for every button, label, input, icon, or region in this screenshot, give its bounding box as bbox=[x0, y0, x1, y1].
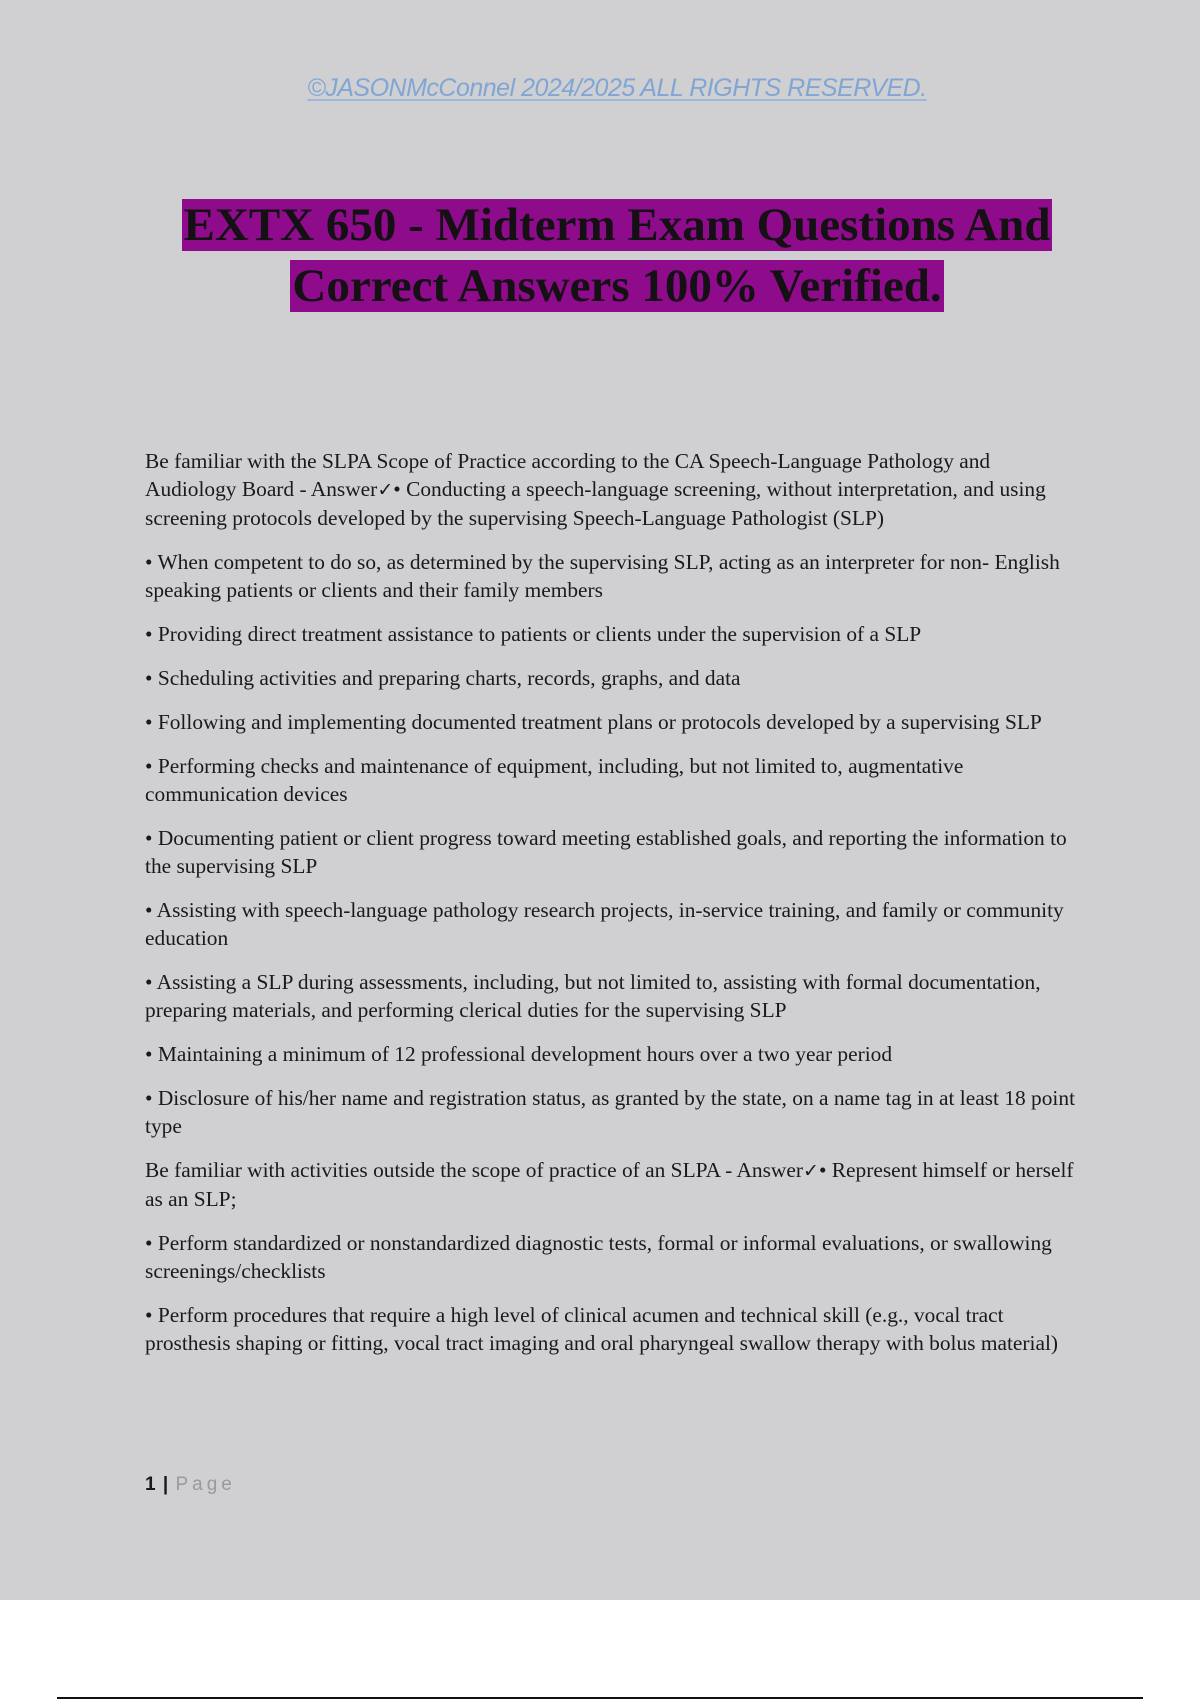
answer-bullet: • Providing direct treatment assistance to patients or clients under the supervision of a SLP bbox=[145, 622, 922, 646]
title-line-2: Correct Answers 100% Verified. bbox=[292, 260, 942, 312]
answer-bullet: • Perform procedures that require a high level of clinical acumen and technical skill (e.g., vocal tract prosthesis shaping or fitting, vocal tract imaging and oral pharyngeal swallow therapy with bolus material) bbox=[145, 1303, 1059, 1355]
answer-bullet: • Disclosure of his/her name and registration status, as granted by the state, on a name tag in at least 18 point type bbox=[145, 1086, 1076, 1138]
page-footer bbox=[145, 1474, 236, 1496]
question-text: Be familiar with activities outside the scope of practice of an SLPA - Answer bbox=[145, 1158, 804, 1182]
answer-bullet: • Assisting a SLP during assessments, including, but not limited to, assisting with formal documentation, preparing materials, and performing clerical duties for the supervising SLP bbox=[145, 970, 1041, 1022]
answer-bullet: • Performing checks and maintenance of equipment, including, but not limited to, augmentative communication devices bbox=[145, 754, 964, 806]
page-number: 1 bbox=[145, 1474, 157, 1495]
title-line-1: EXTX 650 - Midterm Exam Questions And bbox=[183, 199, 1051, 251]
answer-bullet: • Documenting patient or client progress toward meeting established goals, and reporting the information to the supervising SLP bbox=[145, 826, 1067, 878]
copyright-notice: ©JASONMcConnel 2024/2025 ALL RIGHTS RESERVED. bbox=[307, 74, 927, 102]
answer-bullet: • Maintaining a minimum of 12 professional development hours over a two year period bbox=[145, 1042, 893, 1066]
check-mark-icon: ✓ bbox=[377, 479, 394, 501]
page-separator: | bbox=[162, 1474, 170, 1495]
answer-text: • Conducting a speech-language screening, without interpretation, and using screening protocols developed by the supervising Speech-Language Pathologist (SLP) bbox=[145, 477, 1046, 530]
page-label: Page bbox=[175, 1474, 236, 1495]
answer-text: • Represent himself or herself as an SLP; bbox=[145, 1158, 1074, 1211]
answer-bullet: • Scheduling activities and preparing charts, records, graphs, and data bbox=[145, 666, 741, 690]
answer-bullet: • When competent to do so, as determined by the supervising SLP, acting as an interpreter for non- English speaking patients or clients and their family members bbox=[145, 550, 1060, 602]
question-paragraph bbox=[145, 1156, 1080, 1213]
bottom-divider bbox=[57, 1697, 1143, 1699]
document-body bbox=[145, 447, 1080, 1373]
check-mark-icon: ✓ bbox=[803, 1160, 819, 1182]
answer-bullet: • Following and implementing documented treatment plans or protocols developed by a supervising SLP bbox=[145, 710, 1042, 734]
page-title bbox=[0, 195, 1200, 317]
question-text: Be familiar with the SLPA Scope of Practice according to the CA Speech-Language Pathology and Audiology Board - Answer bbox=[145, 449, 991, 501]
answer-bullet: • Perform standardized or nonstandardized diagnostic tests, formal or informal evaluations, or swallowing screenings/checklists bbox=[145, 1231, 1052, 1283]
question-paragraph bbox=[145, 447, 1080, 532]
answer-bullet: • Assisting with speech-language pathology research projects, in-service training, and family or community education bbox=[145, 898, 1064, 950]
